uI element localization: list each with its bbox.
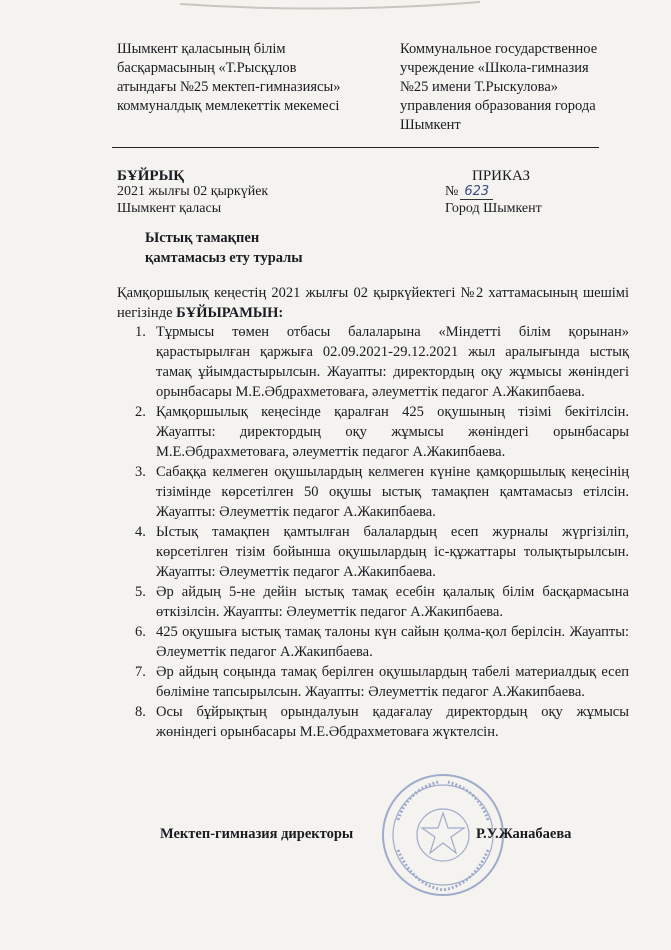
header-kz [117, 40, 377, 116]
item-number: 4. [135, 524, 146, 540]
header-kz-line: Шымкент қаласының білім [117, 41, 286, 57]
item-text: Осы бұйрықтың орындалуын қадағалау директордың оқу жұмысы жөніндегі орынбасары М.Е.Әбдрахметоваға жүктелсін. [156, 704, 629, 740]
item-text: Сабаққа келмеген оқушылардың келмеген күніне қамқоршылық кеңесінің тізімінде көрсетілген 50 оқушы ыстық тамақпен қамтамасыз етілсін. Жауапты: Әлеуметтік педагог А.Жакипбаева. [156, 464, 629, 520]
order-items [117, 322, 629, 742]
header-ru-line: Коммунальное государственное [400, 41, 598, 57]
item-text: Тұрмысы төмен отбасы балаларына «Міндетті білім қорынан» қарастырылған қаржыға 02.09.2021-29.12.2021 жыл аралығында ыстық тамақ ұйымдастырылсын. Жауапты: директордың оқу жұмысы жөніндегі орынбасары М.Е.Әбдрахметоваға, әлеуметтік педагог А.Жакипбаева. [156, 324, 629, 400]
list-item [117, 522, 629, 582]
item-number: 8. [135, 704, 146, 720]
item-number: 5. [135, 584, 146, 600]
item-text: Әр айдың соңында тамақ берілген оқушылардың табелі материалдық есеп бөліміне тапсырылсын. Жауапты: Әлеуметтік педагог А.Жакипбаева. [156, 664, 629, 700]
intro-bold: БҰЙЫРАМЫН: [176, 305, 284, 321]
list-item [117, 622, 629, 662]
item-text: 425 оқушыға ыстық тамақ талоны күн сайын қолма-қол берілсін. Жауапты: Әлеуметтік педагог А.Жакипбаева. [156, 624, 629, 660]
item-number: 7. [135, 664, 146, 680]
intro-text: Қамқоршылық кеңестің 2021 жылғы 02 қыркүйектегі №2 хаттамасының шешімі негізінде [117, 285, 629, 321]
header-ru-line: №25 имени Т.Рыскулова» [400, 79, 559, 95]
list-item [117, 582, 629, 622]
signature-name: Р.У.Жанабаева [476, 826, 572, 842]
scan-artifact [180, 0, 480, 14]
list-item [117, 702, 629, 742]
order-number-value: 623 [460, 184, 493, 200]
list-item [117, 462, 629, 522]
header-ru [400, 40, 640, 135]
header-ru-line: Шымкент [400, 117, 461, 133]
order-date: 2021 жылғы 02 қыркүйек [117, 184, 269, 199]
order-title-ru: ПРИКАЗ [472, 168, 530, 184]
subject-line: Ыстық тамақпен [145, 230, 260, 246]
header-kz-line: коммуналдық мемлекеттік мекемесі [117, 98, 340, 114]
order-title-kz: БҰЙРЫҚ [117, 168, 185, 184]
list-item [117, 402, 629, 462]
header-ru-line: управления образования города [400, 98, 596, 114]
item-number: 2. [135, 404, 146, 420]
header-kz-line: басқармасының «Т.Рысқұлов [117, 60, 297, 76]
header-ru-line: учреждение «Школа-гимназия [400, 60, 589, 76]
item-text: Ыстық тамақпен қамтылған балалардың есеп журналы жүргізіліп, көрсетілген тізім бойынша оқушылардың іс-құжаттары толықтырылсын. Жауапты: Әлеуметтік педагог А.Жакипбаева. [156, 524, 629, 580]
order-number [445, 184, 493, 200]
order-subject [145, 228, 303, 268]
item-number: 3. [135, 464, 146, 480]
intro-paragraph [117, 283, 629, 323]
list-item [117, 662, 629, 702]
item-number: 6. [135, 624, 146, 640]
item-text: Әр айдың 5-не дейін ыстық тамақ есебін қалалық білім басқармасына өткізілсін. Жауапты: Әлеуметтік педагог А.Жакипбаева. [156, 584, 629, 620]
subject-line: қамтамасыз ету туралы [145, 250, 303, 266]
order-city-kz: Шымкент қаласы [117, 201, 222, 216]
item-text: Қамқоршылық кеңесінде қаралған 425 оқушының тізімі бекітілсін. Жауапты: директордың оқу жұмысы жөніндегі орынбасары М.Е.Әбдрахметоваға, әлеуметтік педагог А.Жакипбаева. [156, 404, 629, 460]
order-number-prefix: № [445, 184, 459, 199]
header-divider [112, 147, 599, 148]
item-number: 1. [135, 324, 146, 340]
signature-title: Мектеп-гимназия директоры [160, 826, 354, 842]
order-city-ru: Город Шымкент [445, 201, 542, 216]
list-item [117, 322, 629, 402]
header-kz-line: атындағы №25 мектеп-гимназиясы» [117, 79, 341, 95]
